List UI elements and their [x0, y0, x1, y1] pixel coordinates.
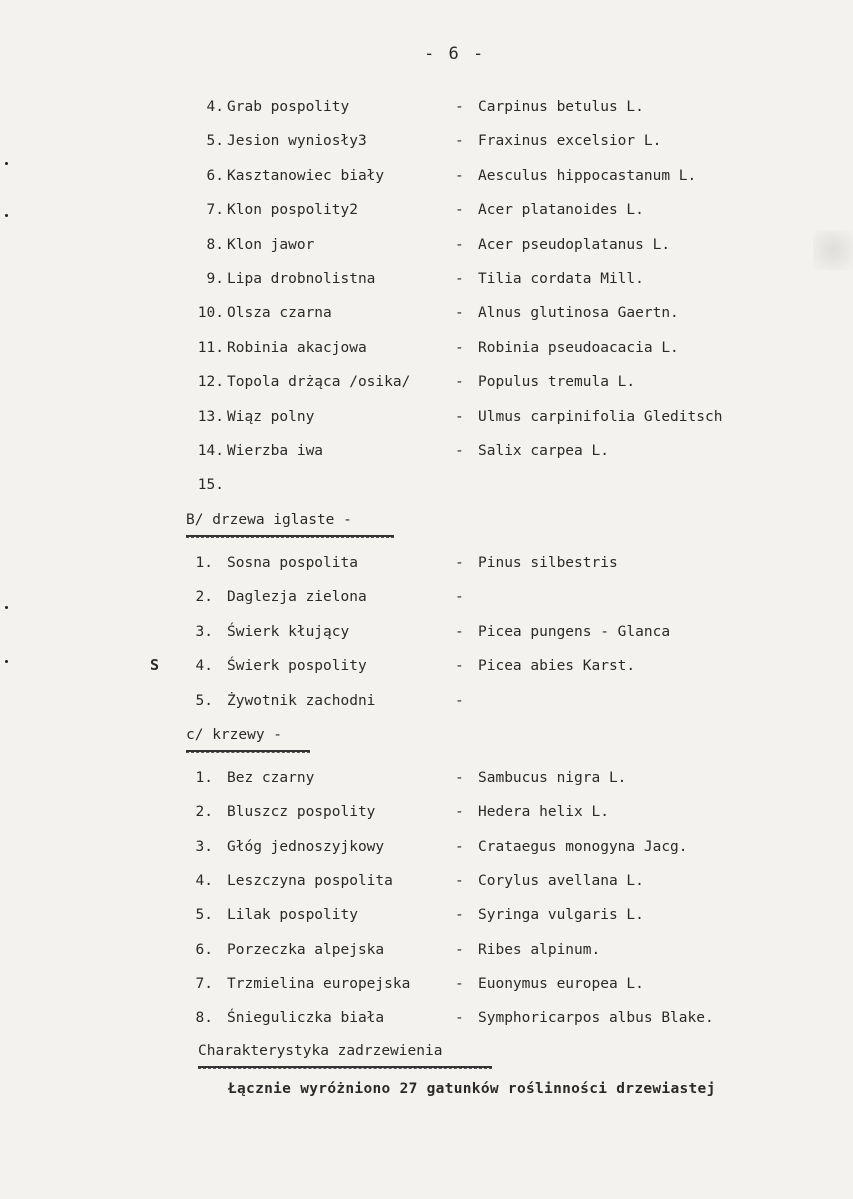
species-row [0, 586, 853, 608]
item-number: 8. [195, 1010, 213, 1027]
species-row [0, 130, 853, 152]
item-number: 3. [195, 623, 213, 640]
species-row [0, 165, 853, 187]
polish-name: Lipa drobnolistna [227, 271, 376, 287]
latin-name: Ulmus carpinifolia Gleditsch [478, 408, 723, 425]
item-number: 11. [197, 339, 224, 356]
species-row [0, 474, 853, 496]
polish-name: Daglezja zielona [227, 589, 367, 606]
species-row [0, 552, 853, 574]
polish-name: Śnieguliczka biała [227, 1010, 385, 1027]
item-number: 4. [195, 658, 213, 675]
characteristics-heading-underline [198, 1066, 492, 1069]
separator-dash: - [455, 1010, 464, 1027]
species-row [0, 621, 853, 643]
item-number: 8. [206, 236, 224, 253]
separator-dash: - [455, 658, 464, 675]
species-row [0, 96, 853, 118]
separator-dash: - [455, 872, 464, 889]
separator-dash: - [455, 770, 464, 786]
latin-name: Fraxinus excelsior L. [478, 133, 662, 150]
species-row [0, 801, 853, 823]
latin-name: Acer platanoides L. [478, 202, 644, 219]
item-number: 3. [195, 838, 213, 855]
page-number: - 6 - [424, 44, 486, 64]
latin-name: Hedera helix L. [478, 804, 609, 821]
polish-name: Sosna pospolita [227, 555, 358, 571]
item-number: 6. [206, 167, 224, 184]
separator-dash: - [455, 271, 464, 287]
separator-dash: - [455, 975, 464, 992]
latin-name: Sambucus nigra L. [478, 770, 627, 786]
species-row [0, 973, 853, 995]
item-number: 9. [206, 271, 224, 287]
latin-name: Alnus glutinosa Gaertn. [478, 305, 679, 322]
separator-dash: - [455, 305, 464, 322]
item-number: 1. [195, 555, 213, 571]
latin-name: Robinia pseudoacacia L. [478, 339, 679, 356]
species-row [0, 690, 853, 712]
species-row [0, 1007, 853, 1029]
polish-name: Bluszcz pospolity [227, 804, 376, 821]
latin-name: Pinus silbestris [478, 555, 618, 571]
species-row [0, 767, 853, 789]
separator-dash: - [455, 99, 464, 115]
polish-name: Olsza czarna [227, 305, 332, 322]
latin-name: Corylus avellana L. [478, 872, 644, 889]
species-row [0, 904, 853, 926]
latin-name: Symphoricarpos albus Blake. [478, 1010, 714, 1027]
latin-name: Salix carpea L. [478, 443, 609, 459]
latin-name: Acer pseudoplatanus L. [478, 236, 671, 253]
separator-dash: - [455, 555, 464, 571]
species-row [0, 234, 853, 256]
separator-dash: - [455, 623, 464, 640]
margin-mark: S [150, 656, 160, 674]
species-row [0, 302, 853, 324]
item-number: 4. [195, 872, 213, 889]
species-row [0, 371, 853, 393]
item-number: 7. [206, 202, 224, 219]
latin-name: Crataegus monogyna Jacg. [478, 838, 688, 855]
conifer-heading-underline [186, 535, 394, 538]
species-row [0, 870, 853, 892]
summary-sentence: Łącznie wyróżniono 27 gatunków roślinności drzewiastej [228, 1081, 716, 1097]
species-row [0, 268, 853, 290]
item-number: 5. [195, 907, 213, 924]
polish-name: Trzmielina europejska [227, 975, 411, 992]
item-number: 2. [195, 804, 213, 821]
species-row [0, 440, 853, 462]
polish-name: Grab pospolity [227, 99, 350, 115]
item-number: 1. [195, 770, 213, 786]
shrub-heading-underline [186, 750, 310, 753]
polish-name: Klon jawor [227, 236, 315, 253]
scan-mark [5, 214, 8, 217]
latin-name: Aesculus hippocastanum L. [478, 167, 697, 184]
latin-name: Picea pungens - Glanca [478, 623, 671, 640]
separator-dash: - [455, 167, 464, 184]
separator-dash: - [455, 941, 464, 958]
species-row [0, 199, 853, 221]
separator-dash: - [455, 804, 464, 821]
item-number: 2. [195, 589, 213, 606]
latin-name: Euonymus europea L. [478, 975, 644, 992]
polish-name: Głóg jednoszyjkowy [227, 838, 385, 855]
polish-name: Wierzba iwa [227, 443, 324, 459]
polish-name: Porzeczka alpejska [227, 941, 385, 958]
scan-mark [5, 606, 8, 609]
item-number: 6. [195, 941, 213, 958]
polish-name: Świerk pospolity [227, 658, 367, 675]
item-number: 5. [206, 133, 224, 150]
polish-name: Żywotnik zachodni [227, 692, 376, 709]
item-number: 14. [197, 443, 224, 459]
polish-name: Leszczyna pospolita [227, 872, 393, 889]
latin-name: Tilia cordata Mill. [478, 271, 644, 287]
separator-dash: - [455, 443, 464, 459]
latin-name: Populus tremula L. [478, 374, 636, 391]
polish-name: Bez czarny [227, 770, 315, 786]
polish-name: Topola drżąca /osika/ [227, 374, 411, 391]
separator-dash: - [455, 202, 464, 219]
characteristics-heading: Charakterystyka zadrzewienia [198, 1043, 443, 1059]
species-row [0, 836, 853, 858]
item-number: 15. [197, 477, 224, 494]
species-row [0, 655, 853, 677]
latin-name: Syringa vulgaris L. [478, 907, 644, 924]
polish-name: Klon pospolity2 [227, 202, 358, 219]
latin-name: Ribes alpinum. [478, 941, 601, 958]
conifer-heading: B/ drzewa iglaste - [186, 512, 352, 528]
scan-mark [5, 162, 8, 165]
separator-dash: - [455, 339, 464, 356]
latin-name: Picea abies Karst. [478, 658, 636, 675]
polish-name: Robinia akacjowa [227, 339, 367, 356]
species-row [0, 406, 853, 428]
polish-name: Świerk kłujący [227, 623, 350, 640]
item-number: 12. [197, 374, 224, 391]
scan-smudge [813, 230, 853, 270]
polish-name: Lilak pospolity [227, 907, 358, 924]
item-number: 10. [197, 305, 224, 322]
shrub-heading: c/ krzewy - [186, 727, 283, 743]
separator-dash: - [455, 589, 464, 606]
polish-name: Kasztanowiec biały [227, 167, 385, 184]
separator-dash: - [455, 133, 464, 150]
separator-dash: - [455, 408, 464, 425]
item-number: 5. [195, 692, 213, 709]
latin-name: Carpinus betulus L. [478, 99, 644, 115]
item-number: 13. [197, 408, 224, 425]
separator-dash: - [455, 907, 464, 924]
polish-name: Jesion wyniosły3 [227, 133, 367, 150]
separator-dash: - [455, 838, 464, 855]
species-row [0, 337, 853, 359]
item-number: 7. [195, 975, 213, 992]
polish-name: Wiąz polny [227, 408, 315, 425]
scan-mark [5, 660, 8, 663]
separator-dash: - [455, 374, 464, 391]
species-row [0, 939, 853, 961]
item-number: 4. [206, 99, 224, 115]
separator-dash: - [455, 692, 464, 709]
separator-dash: - [455, 236, 464, 253]
